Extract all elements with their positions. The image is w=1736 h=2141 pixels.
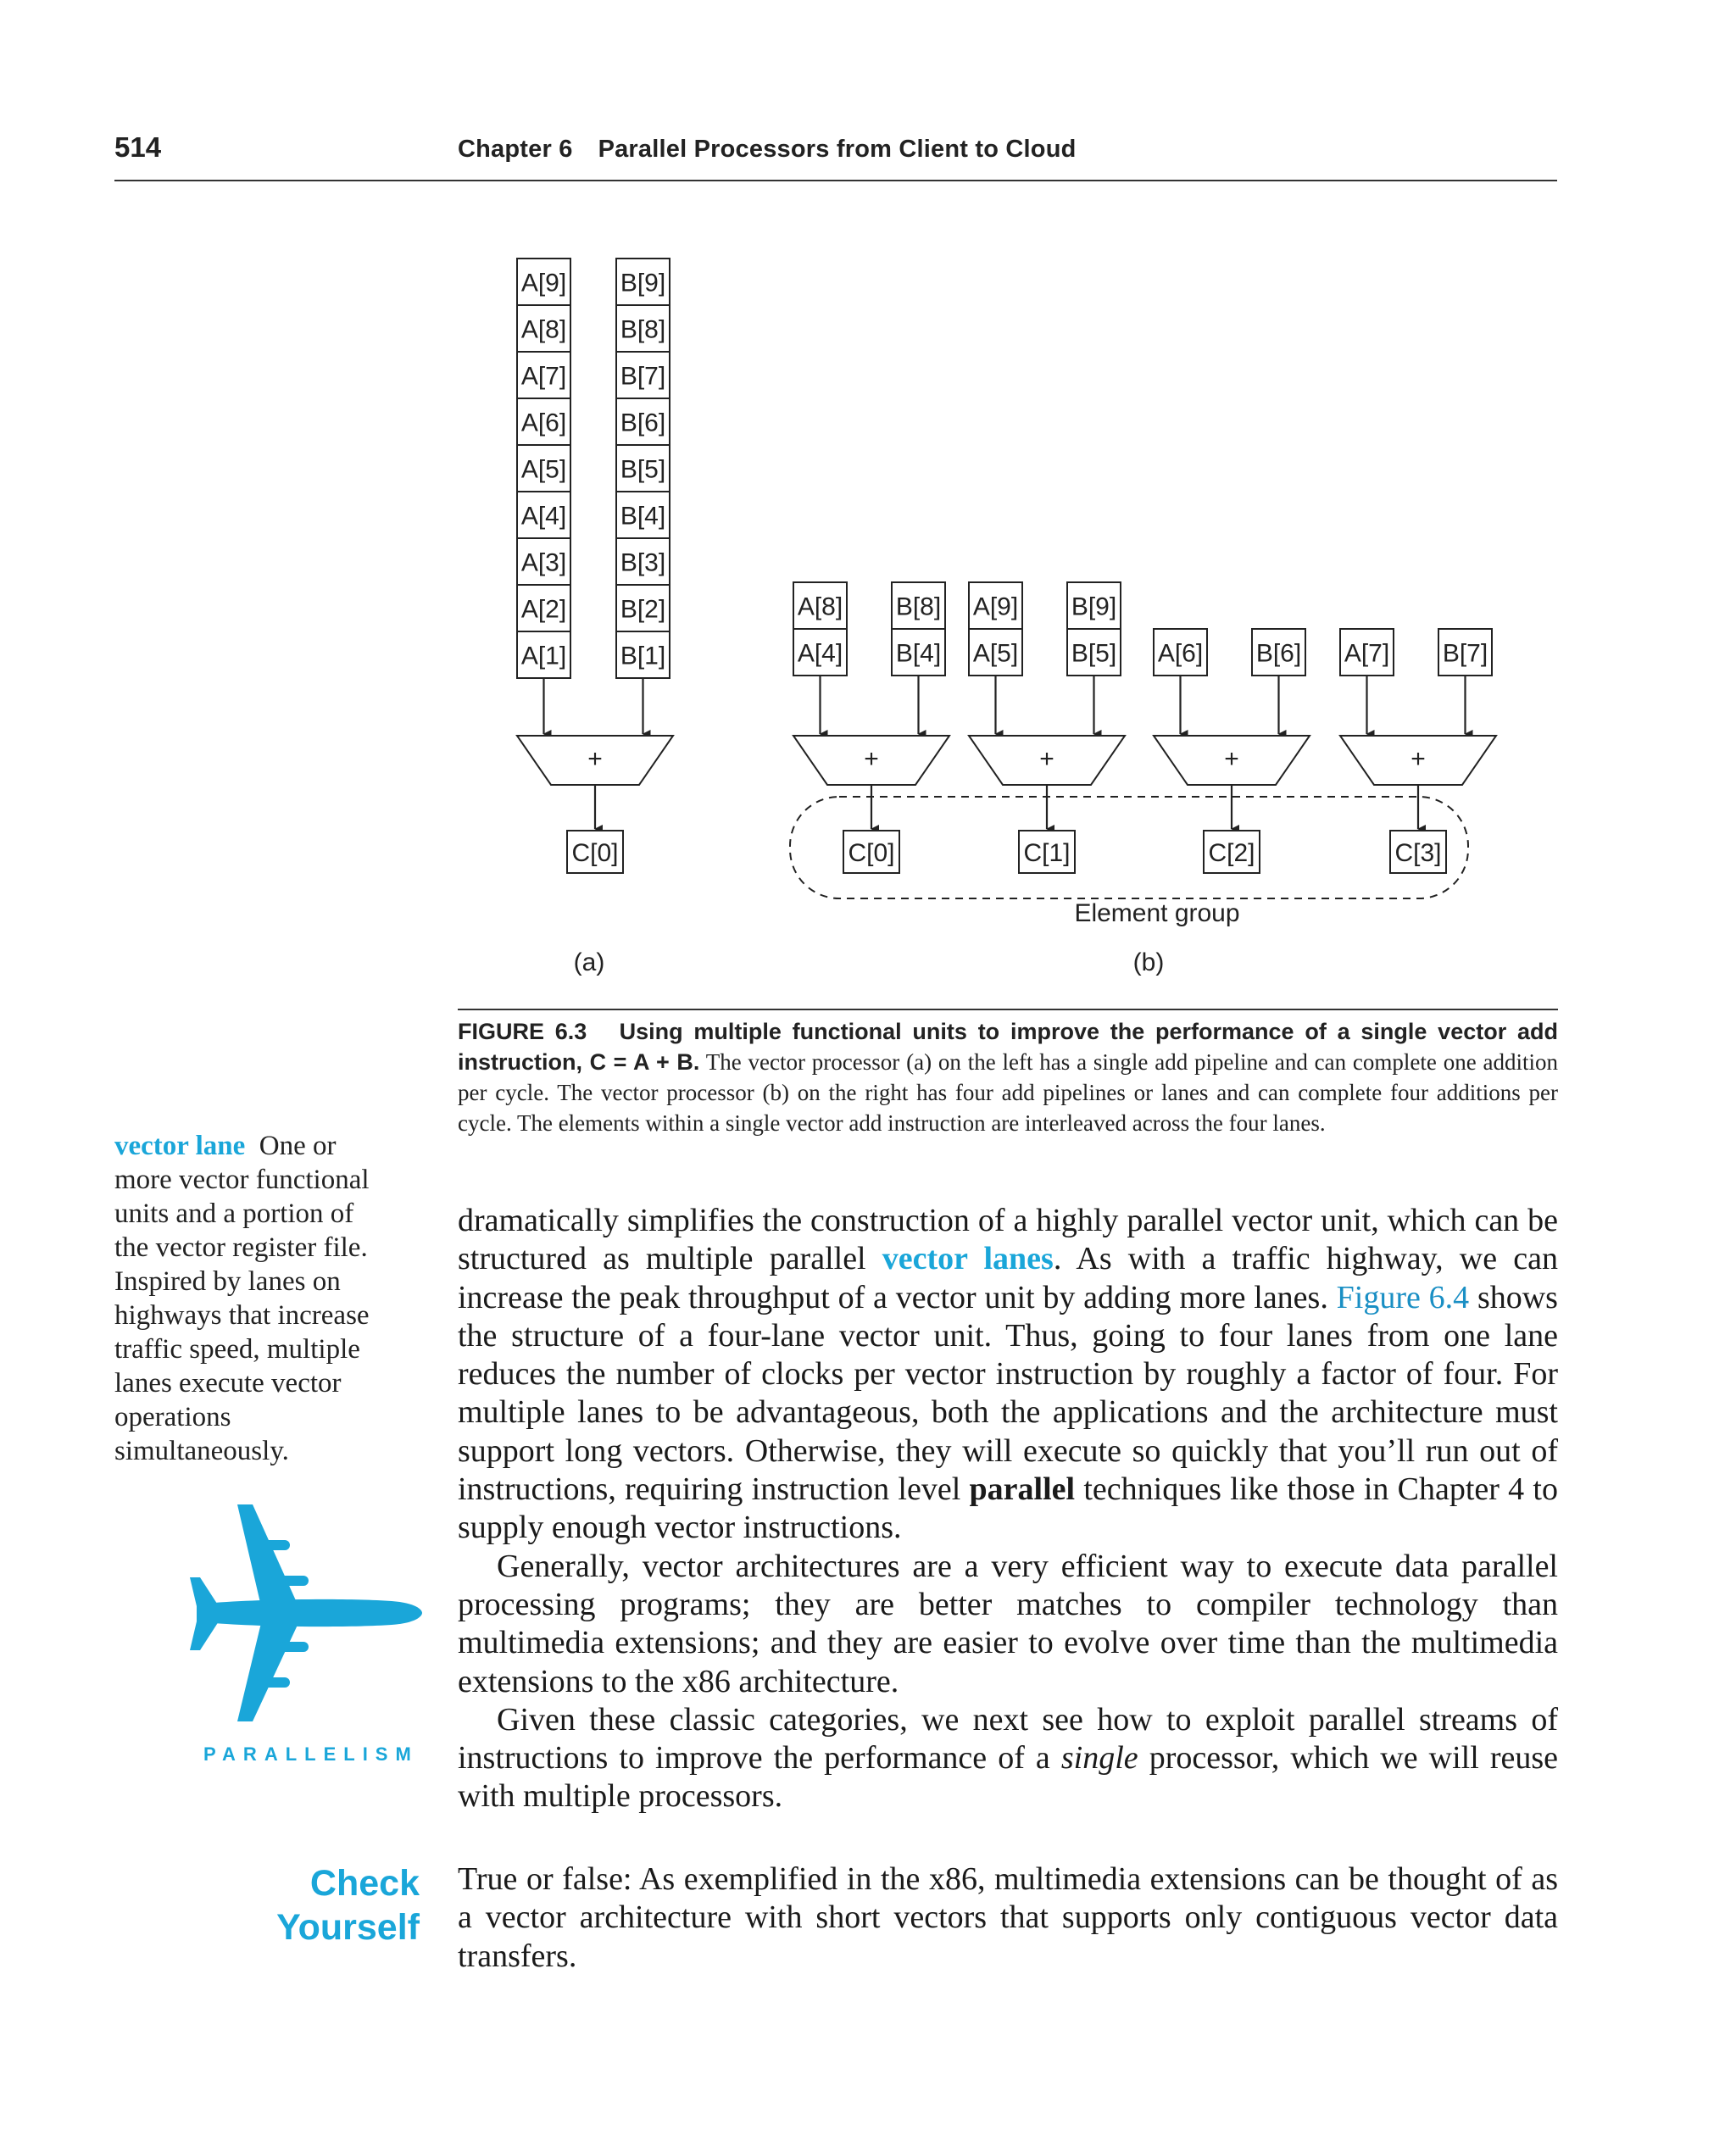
p1-text-d: techniques like those in Chapter 4 to supply enough vector instructions. [458, 1471, 1558, 1546]
a-vector-b-element [616, 631, 670, 678]
a-vector-a-element-text: A[3] [520, 548, 567, 577]
b-adder-symbol: + [1410, 745, 1426, 773]
running-head [458, 136, 1077, 164]
b-adder [1154, 736, 1310, 785]
paragraph-3 [458, 1701, 1558, 1816]
paragraph-1 [458, 1202, 1558, 1548]
term-vector-lanes: vector lanes [882, 1241, 1054, 1277]
a-adder-symbol: + [587, 745, 603, 773]
a-vector-b-element [616, 259, 670, 305]
p1-text-a: dramatically simplifies the construction of a highly parallel vector unit, which can be structured as multiple parallel [458, 1203, 1558, 1277]
b-vector-a-element-text: A[4] [797, 639, 843, 668]
a-vector-b-element [616, 352, 670, 398]
b-adder-symbol: + [1224, 745, 1239, 773]
a-vector-b-element-text: B[9] [620, 269, 666, 298]
a-vector-a-element-text: A[1] [520, 642, 567, 670]
b-vector-a-element-text: A[8] [797, 592, 843, 621]
chapter-label: Chapter 6 [458, 136, 573, 163]
header-rule [114, 180, 1557, 181]
b-vector-b-element [1438, 629, 1492, 676]
caption-text: The vector processor (a) on the left has a single add pipeline and can complete one addition per cycle. The vector processor (b) on the right has four add pipelines or lanes and can complete four additions per cycle. The elements within a single vector add instruction are interleaved across the four lanes. [458, 1049, 1558, 1136]
a-vector-a-element [517, 538, 570, 585]
p1-text-b: . As with a traffic highway, we can increase the peak throughput of a vector unit by adding more lanes. [458, 1241, 1558, 1315]
b-adder-symbol: + [1039, 745, 1054, 773]
a-vector-b-element-text: B[7] [620, 362, 666, 391]
a-vector-a-element [517, 352, 570, 398]
chapter-title: Parallel Processors from Client to Cloud [598, 136, 1077, 163]
b-vector-b-element-text: B[6] [1255, 639, 1302, 668]
b-adder [969, 736, 1125, 785]
b-output-c [1390, 831, 1446, 873]
a-vector-b-element [616, 538, 670, 585]
b-vector-b-element-text: B[7] [1442, 639, 1488, 668]
element-group-label: Element group [1074, 899, 1240, 927]
emphasis-single: single [1060, 1740, 1138, 1777]
a-vector-b-element-text: B[2] [620, 595, 666, 624]
a-vector-b-element [616, 585, 670, 631]
a-vector-b-element-text: B[6] [620, 409, 666, 437]
a-vector-b-element-text: B[8] [620, 315, 666, 344]
caption-rule [458, 1009, 1558, 1010]
diagram-b [790, 582, 1496, 976]
p3-text-a: Given these classic categories, we next see how to exploit parallel streams of instructions to improve the performance of a [458, 1701, 1558, 1777]
a-vector-b-element [616, 398, 670, 445]
b-vector-b-element-text: B[8] [895, 592, 942, 621]
b-vector-b-element [1067, 629, 1121, 676]
a-vector-a-element [517, 259, 570, 305]
body-text [458, 1202, 1558, 1816]
b-adder [1340, 736, 1496, 785]
p3-text-b: processor, which we will reuse with multiple processors. [458, 1740, 1559, 1815]
b-vector-a-element-text: A[5] [972, 639, 1019, 668]
b-output-c-text: C[1] [1023, 839, 1071, 867]
a-vector-a-element-text: A[6] [520, 409, 567, 437]
check-label: Check [309, 1863, 420, 1904]
lane-2 [1154, 629, 1310, 873]
vector-add-diagram [475, 246, 1568, 992]
yourself-label: Yourself [276, 1907, 420, 1948]
b-vector-a-element-text: A[7] [1344, 639, 1390, 668]
b-vector-b-element [1067, 582, 1121, 629]
b-output-c-text: C[2] [1208, 839, 1255, 867]
a-adder [517, 736, 673, 785]
b-vector-b-element-text: B[4] [895, 639, 942, 668]
b-vector-a-element [1340, 629, 1394, 676]
term-parallel: parallel [969, 1471, 1076, 1508]
a-vector-a-element-text: A[4] [520, 502, 567, 531]
figure-caption [458, 1016, 1558, 1138]
b-output-c [1019, 831, 1075, 873]
diagram-a [517, 259, 673, 976]
a-vector-b-element-text: B[4] [620, 502, 666, 531]
a-vector-b-element [616, 492, 670, 538]
a-vector-a-element-text: A[9] [520, 269, 567, 298]
b-vector-b-element-text: B[5] [1071, 639, 1117, 668]
margin-definition [114, 1129, 386, 1468]
lane-1 [969, 582, 1125, 873]
b-vector-b-element [892, 629, 945, 676]
p1-text-c: shows the structure of a four-lane vector unit. Thus, going to four lanes from one lane reduces the number of clocks per vector instruction by roughly a factor of four. For multiple lanes to be advantageous, both the applications and the architecture must support long vectors. Otherwise, they will execute so quickly that you’ll run out of instructions, requiring instruction level [458, 1279, 1558, 1508]
parallelism-label: PARALLELISM [203, 1743, 419, 1765]
b-vector-b-element [1252, 629, 1305, 676]
b-vector-a-element-text: A[6] [1157, 639, 1204, 668]
lane-0 [793, 582, 949, 873]
a-vector-b-element [616, 445, 670, 492]
caption-figure-label: FIGURE 6.3 [458, 1019, 587, 1044]
figure-6-3 [475, 246, 1568, 992]
a-vector-b-element [616, 305, 670, 352]
a-vector-a-element [517, 305, 570, 352]
a-vector-a-element-text: A[8] [520, 315, 567, 344]
b-output-c-text: C[0] [848, 839, 895, 867]
a-vector-b-element-text: B[3] [620, 548, 666, 577]
page-number: 514 [114, 131, 162, 163]
b-adder [793, 736, 949, 785]
a-vector-a-element [517, 492, 570, 538]
a-output-c [567, 831, 623, 873]
a-vector-a-element-text: A[7] [520, 362, 567, 391]
a-vector-b-element-text: B[1] [620, 642, 666, 670]
definition-term: vector lane [114, 1131, 246, 1161]
b-vector-a-element [969, 629, 1022, 676]
diagram-b-label: (b) [1132, 948, 1165, 976]
a-output-c-text: C[0] [571, 839, 619, 867]
b-vector-a-element [1154, 629, 1207, 676]
airplane-icon [188, 1504, 426, 1725]
definition-text: One or more vector functional units and a portion of the vector register file. Inspired by lanes on highways that increase traffic speed, multiple lanes execute vector operations simultaneously. [114, 1131, 370, 1466]
lane-3 [1340, 629, 1496, 873]
b-vector-a-element-text: A[9] [972, 592, 1019, 621]
b-output-c [1204, 831, 1260, 873]
check-yourself-question: True or false: As exemplified in the x86, multimedia extensions can be thought of as a vector architecture with short vectors that supports only contiguous vector data transfers. [458, 1861, 1558, 1974]
caption-title: Using multiple functional units to improve the performance of a single vector add instruction, C = A + B. [458, 1019, 1558, 1075]
a-vector-a-element [517, 398, 570, 445]
b-output-c-text: C[3] [1394, 839, 1442, 867]
a-vector-a-element [517, 585, 570, 631]
b-vector-a-element [793, 582, 847, 629]
check-yourself-heading [203, 1861, 420, 1949]
b-vector-a-element [793, 629, 847, 676]
figure-6-4-link[interactable]: Figure 6.4 [1336, 1279, 1470, 1315]
a-vector-b-element-text: B[5] [620, 455, 666, 484]
a-vector-a-element-text: A[2] [520, 595, 567, 624]
b-vector-a-element [969, 582, 1022, 629]
a-vector-a-element [517, 631, 570, 678]
a-vector-a-element [517, 445, 570, 492]
b-output-c [843, 831, 899, 873]
paragraph-2: Generally, vector architectures are a very efficient way to execute data parallel processing programs; they are better matches to compiler technology than multimedia extensions; and they are easier to evolve over time than the multimedia extensions to the x86 architecture. [458, 1548, 1558, 1699]
b-adder-symbol: + [864, 745, 879, 773]
b-vector-b-element-text: B[9] [1071, 592, 1117, 621]
b-vector-b-element [892, 582, 945, 629]
a-vector-a-element-text: A[5] [520, 455, 567, 484]
diagram-a-label: (a) [573, 948, 605, 976]
